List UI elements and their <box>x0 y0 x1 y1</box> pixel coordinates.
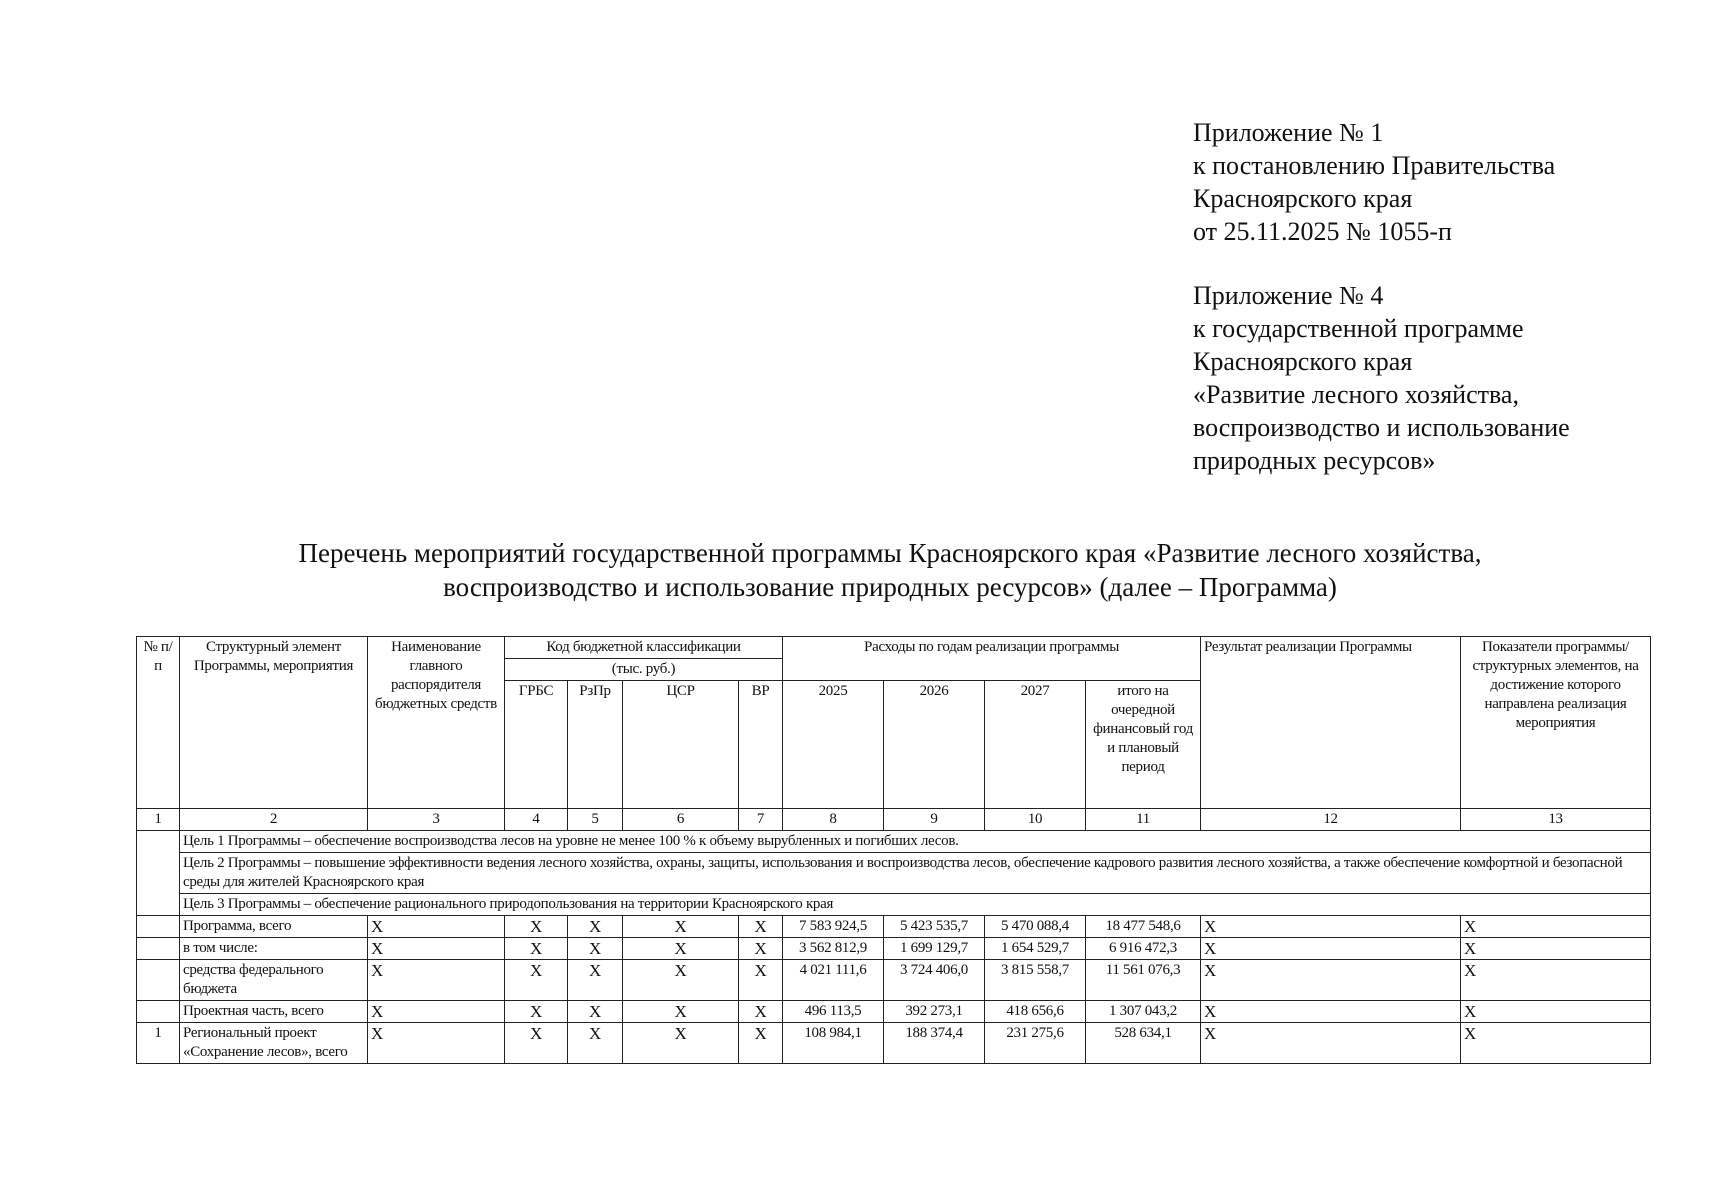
row-csr: X <box>623 1023 739 1064</box>
row-manager: X <box>368 916 505 938</box>
appendix-4-line: Приложение № 4 <box>1193 281 1384 310</box>
row-indicator: X <box>1461 938 1651 960</box>
row-result: X <box>1201 1023 1461 1064</box>
row-2026: 392 273,1 <box>884 1001 985 1023</box>
activities-table <box>136 636 1651 1064</box>
row-num <box>137 938 180 960</box>
row-name: в том числе: <box>180 938 368 960</box>
row-num <box>137 960 180 1001</box>
row-result: X <box>1201 1001 1461 1023</box>
header-manager: Наименование главного распорядителя бюджетных средств <box>368 637 505 809</box>
col-number: 4 <box>505 809 568 831</box>
table-row <box>137 1023 1651 1064</box>
header-vr: ВР <box>739 681 783 809</box>
row-result: X <box>1201 960 1461 1001</box>
header-indicators: Показатели программы/ структурных элементов, на достижение которого направлена реализация мероприятия <box>1461 637 1651 809</box>
row-manager: X <box>368 960 505 1001</box>
header-grbs: ГРБС <box>505 681 568 809</box>
header-result: Результат реализации Программы <box>1201 637 1461 809</box>
row-indicator: X <box>1461 1001 1651 1023</box>
goal-3-text: Цель 3 Программы – обеспечение рационального природопользования на территории Красноярского края <box>180 894 1651 916</box>
row-total: 1 307 043,2 <box>1086 1001 1201 1023</box>
goal-num-cell <box>137 831 180 916</box>
row-total: 18 477 548,6 <box>1086 916 1201 938</box>
row-grbs: X <box>505 960 568 1001</box>
row-indicator: X <box>1461 1023 1651 1064</box>
row-csr: X <box>623 916 739 938</box>
header-units: (тыс. руб.) <box>505 659 783 681</box>
goal-2-text: Цель 2 Программы – повышение эффективности ведения лесного хозяйства, охраны, защиты, использования и воспроизводства лесов, обеспечение кадрового развития лесного хозяйства, а также обеспечение комфортной и безопасной среды для жителей Красноярского края <box>180 853 1651 894</box>
header-2027: 2027 <box>985 681 1086 809</box>
appendix-1-line: от 25.11.2025 № 1055-п <box>1193 217 1452 246</box>
col-number: 3 <box>368 809 505 831</box>
row-manager: X <box>368 1001 505 1023</box>
header-csr: ЦСР <box>623 681 739 809</box>
row-grbs: X <box>505 938 568 960</box>
table-row <box>137 960 1651 1001</box>
row-2027: 231 275,6 <box>985 1023 1086 1064</box>
row-csr: X <box>623 938 739 960</box>
header-num: № п/п <box>137 637 180 809</box>
row-rzpr: X <box>568 1001 623 1023</box>
row-2025: 3 562 812,9 <box>783 938 884 960</box>
col-number: 2 <box>180 809 368 831</box>
header-2026: 2026 <box>884 681 985 809</box>
col-number: 8 <box>783 809 884 831</box>
appendix-1-line: Приложение № 1 <box>1193 118 1384 147</box>
row-rzpr: X <box>568 938 623 960</box>
row-indicator: X <box>1461 916 1651 938</box>
header-2025: 2025 <box>783 681 884 809</box>
row-num <box>137 1001 180 1023</box>
column-number-row <box>137 809 1651 831</box>
header-rzpr: РзПр <box>568 681 623 809</box>
row-2025: 7 583 924,5 <box>783 916 884 938</box>
row-result: X <box>1201 938 1461 960</box>
row-2027: 418 656,6 <box>985 1001 1086 1023</box>
row-rzpr: X <box>568 1023 623 1064</box>
row-rzpr: X <box>568 916 623 938</box>
appendix-4-line: воспроизводство и использование <box>1193 413 1570 442</box>
appendix-4-block <box>1193 279 1570 477</box>
row-num: 1 <box>137 1023 180 1064</box>
col-number: 1 <box>137 809 180 831</box>
appendix-4-line: к государственной программе <box>1193 314 1524 343</box>
appendix-1-line: Красноярского края <box>1193 184 1413 213</box>
row-vr: X <box>739 1001 783 1023</box>
col-number: 13 <box>1461 809 1651 831</box>
appendix-4-line: природных ресурсов» <box>1193 446 1436 475</box>
col-number: 12 <box>1201 809 1461 831</box>
row-2026: 188 374,4 <box>884 1023 985 1064</box>
goal-row <box>137 894 1651 916</box>
table-row <box>137 1001 1651 1023</box>
appendix-1-block <box>1193 116 1555 248</box>
header-kbk: Код бюджетной классификации <box>505 637 783 659</box>
col-number: 10 <box>985 809 1086 831</box>
row-result: X <box>1201 916 1461 938</box>
row-manager: X <box>368 1023 505 1064</box>
row-vr: X <box>739 916 783 938</box>
row-name: Региональный проект «Сохранение лесов», всего <box>180 1023 368 1064</box>
appendix-1-line: к постановлению Правительства <box>1193 151 1556 180</box>
row-2027: 5 470 088,4 <box>985 916 1086 938</box>
appendix-4-line: Красноярского края <box>1193 347 1413 376</box>
row-2026: 5 423 535,7 <box>884 916 985 938</box>
row-grbs: X <box>505 916 568 938</box>
document-title <box>120 536 1660 604</box>
row-rzpr: X <box>568 960 623 1001</box>
goal-1-text: Цель 1 Программы – обеспечение воспроизводства лесов на уровне не менее 100 % к объему вырубленных и погибших лесов. <box>180 831 1651 853</box>
table-row <box>137 916 1651 938</box>
row-2027: 1 654 529,7 <box>985 938 1086 960</box>
row-manager: X <box>368 938 505 960</box>
header-element: Структурный элемент Программы, мероприятия <box>180 637 368 809</box>
row-name: средства федерального бюджета <box>180 960 368 1001</box>
row-2026: 3 724 406,0 <box>884 960 985 1001</box>
goal-row <box>137 831 1651 853</box>
row-grbs: X <box>505 1001 568 1023</box>
header-total: итого на очередной финансовый год и плановый период <box>1086 681 1201 809</box>
table-row <box>137 938 1651 960</box>
row-csr: X <box>623 960 739 1001</box>
col-number: 11 <box>1086 809 1201 831</box>
row-total: 6 916 472,3 <box>1086 938 1201 960</box>
row-name: Проектная часть, всего <box>180 1001 368 1023</box>
col-number: 9 <box>884 809 985 831</box>
row-2027: 3 815 558,7 <box>985 960 1086 1001</box>
row-total: 11 561 076,3 <box>1086 960 1201 1001</box>
row-2025: 108 984,1 <box>783 1023 884 1064</box>
document-title-line-1: Перечень мероприятий государственной программы Красноярского края «Развитие лесного хозяйства, <box>298 538 1482 568</box>
row-2026: 1 699 129,7 <box>884 938 985 960</box>
header-expenses: Расходы по годам реализации программы <box>783 637 1201 659</box>
col-number: 7 <box>739 809 783 831</box>
row-vr: X <box>739 960 783 1001</box>
row-csr: X <box>623 1001 739 1023</box>
row-total: 528 634,1 <box>1086 1023 1201 1064</box>
col-number: 6 <box>623 809 739 831</box>
row-2025: 496 113,5 <box>783 1001 884 1023</box>
row-grbs: X <box>505 1023 568 1064</box>
header-row-1 <box>137 637 1651 659</box>
row-indicator: X <box>1461 960 1651 1001</box>
row-vr: X <box>739 1023 783 1064</box>
row-vr: X <box>739 938 783 960</box>
row-num <box>137 916 180 938</box>
row-name: Программа, всего <box>180 916 368 938</box>
appendix-4-line: «Развитие лесного хозяйства, <box>1193 380 1519 409</box>
goal-row <box>137 853 1651 894</box>
document-title-line-2: воспроизводство и использование природных ресурсов» (далее – Программа) <box>443 572 1337 602</box>
col-number: 5 <box>568 809 623 831</box>
row-2025: 4 021 111,6 <box>783 960 884 1001</box>
